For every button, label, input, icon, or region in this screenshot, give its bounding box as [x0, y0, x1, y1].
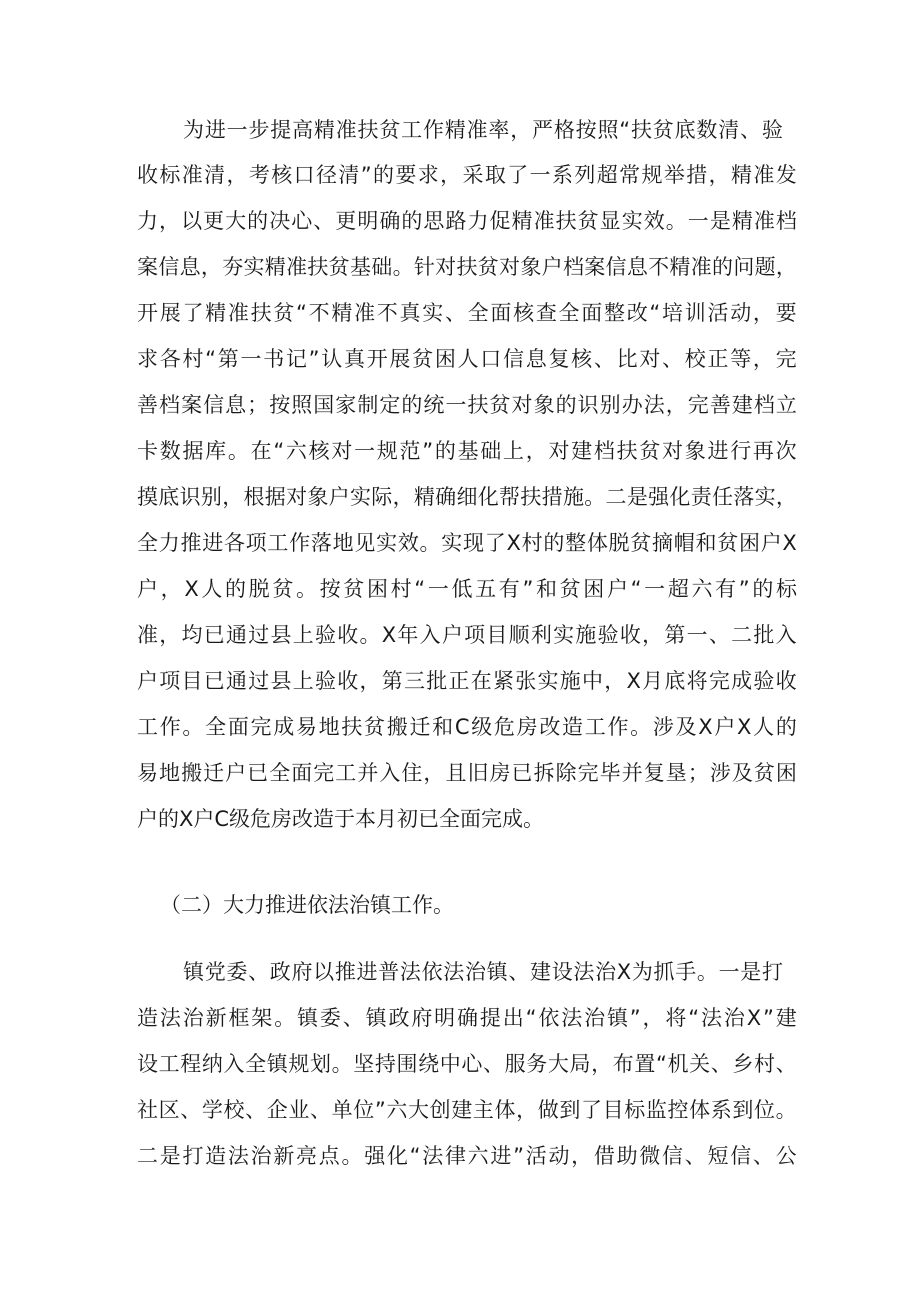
- paragraph-2-line-5: 二 是 打 造 法 治 新 亮 点 。 强 化 “ 法 律 六 进 ” 活 动 ， 借 助 微 信 、 短 信 、 公: [137, 1144, 797, 1168]
- paragraph-1-line-7: 善 档 案 信 息 ； 按 照 国 家 制 定 的 统 一 扶 贫 对 象 的 识 别 办 法 ， 完 善 建 档 立: [137, 393, 797, 417]
- paragraph-1-line-10: 全 力 推 进 各 项 工 作 落 地 见 实 效 。 实 现 了 X 村 的 整 体 脱 贫 摘 帽 和 贫 困 户 X: [137, 531, 797, 555]
- paragraph-1-line-5: 开 展 了 精 准 扶 贫 “ 不 精 准 不 真 实 、 全 面 核 查 全 面 整 改 “ 培 训 活 动 ， 要: [137, 301, 797, 325]
- paragraph-1-line-1: 为 进 一 步 提 高 精 准 扶 贫 工 作 精 准 率 ， 严 格 按 照 “ 扶 贫 底 数 清 、 验: [183, 118, 783, 142]
- paragraph-1-line-3: 力 ， 以 更 大 的 决 心 、 更 明 确 的 思 路 力 促 精 准 扶 贫 显 实 效 。 一 是 精 准 档: [137, 209, 797, 233]
- paragraph-1-line-16: 户的X户C级危房改造于本月初已全面完成。: [137, 807, 545, 831]
- section-heading: （二）大力推进依法治镇工作。: [160, 893, 454, 917]
- paragraph-2-line-3: 设 工 程 纳 入 全 镇 规 划 。 坚 持 围 绕 中 心 、 服 务 大 局 ， 布 置 “ 机 关 、 乡 村 、: [137, 1052, 797, 1076]
- paragraph-1-line-15: 易 地 搬 迁 户 已 全 面 完 工 并 入 住 ， 且 旧 房 已 拆 除 完 毕 并 复 垦 ； 涉 及 贫 困: [137, 761, 797, 785]
- paragraph-1-line-11: 户 ， X 人 的 脱 贫 。 按 贫 困 村 “ 一 低 五 有 ” 和 贫 困 户 “ 一 超 六 有 ” 的 标: [137, 577, 797, 601]
- paragraph-1-line-4: 案 信 息 ， 夯 实 精 准 扶 贫 基 础 。 针 对 扶 贫 对 象 户 档 案 信 息 不 精 准 的 问 题 ，: [137, 255, 797, 279]
- paragraph-1-line-12: 准 ， 均 已 通 过 县 上 验 收 。 X 年 入 户 项 目 顺 利 实 施 验 收 ， 第 一 、 二 批 入: [137, 623, 797, 647]
- paragraph-2-line-1: 镇 党 委 、 政 府 以 推 进 普 法 依 法 治 镇 、 建 设 法 治 X 为 抓 手 。 一 是 打: [183, 960, 783, 984]
- paragraph-2-line-4: 社 区 、 学 校 、 企 业 、 单 位 ” 六 大 创 建 主 体 ， 做 到 了 目 标 监 控 体 系 到 位 。: [137, 1098, 797, 1122]
- paragraph-1-line-14: 工 作 。 全 面 完 成 易 地 扶 贫 搬 迁 和 C 级 危 房 改 造 工 作 。 涉 及 X 户 X 人 的: [137, 715, 797, 739]
- paragraph-1-line-13: 户 项 目 已 通 过 县 上 验 收 ， 第 三 批 正 在 紧 张 实 施 中 ， X 月 底 将 完 成 验 收: [137, 669, 797, 693]
- paragraph-1-line-8: 卡 数 据 库 。 在 “ 六 核 对 一 规 范 ” 的 基 础 上 ， 对 建 档 扶 贫 对 象 进 行 再 次: [137, 439, 797, 463]
- paragraph-1-line-9: 摸 底 识 别 ， 根 据 对 象 户 实 际 ， 精 确 细 化 帮 扶 措 施 。 二 是 强 化 责 任 落 实 ，: [137, 485, 797, 509]
- paragraph-2-line-2: 造 法 治 新 框 架 。 镇 委 、 镇 政 府 明 确 提 出 “ 依 法 治 镇 ” ， 将 “ 法 治 X ” 建: [137, 1006, 797, 1030]
- paragraph-1-line-6: 求 各 村 “ 第 一 书 记 ” 认 真 开 展 贫 困 人 口 信 息 复 核 、 比 对 、 校 正 等 ， 完: [137, 347, 797, 371]
- paragraph-1-line-2: 收 标 准 清 ， 考 核 口 径 清 ” 的 要 求 ， 采 取 了 一 系 列 超 常 规 举 措 ， 精 准 发: [137, 163, 797, 187]
